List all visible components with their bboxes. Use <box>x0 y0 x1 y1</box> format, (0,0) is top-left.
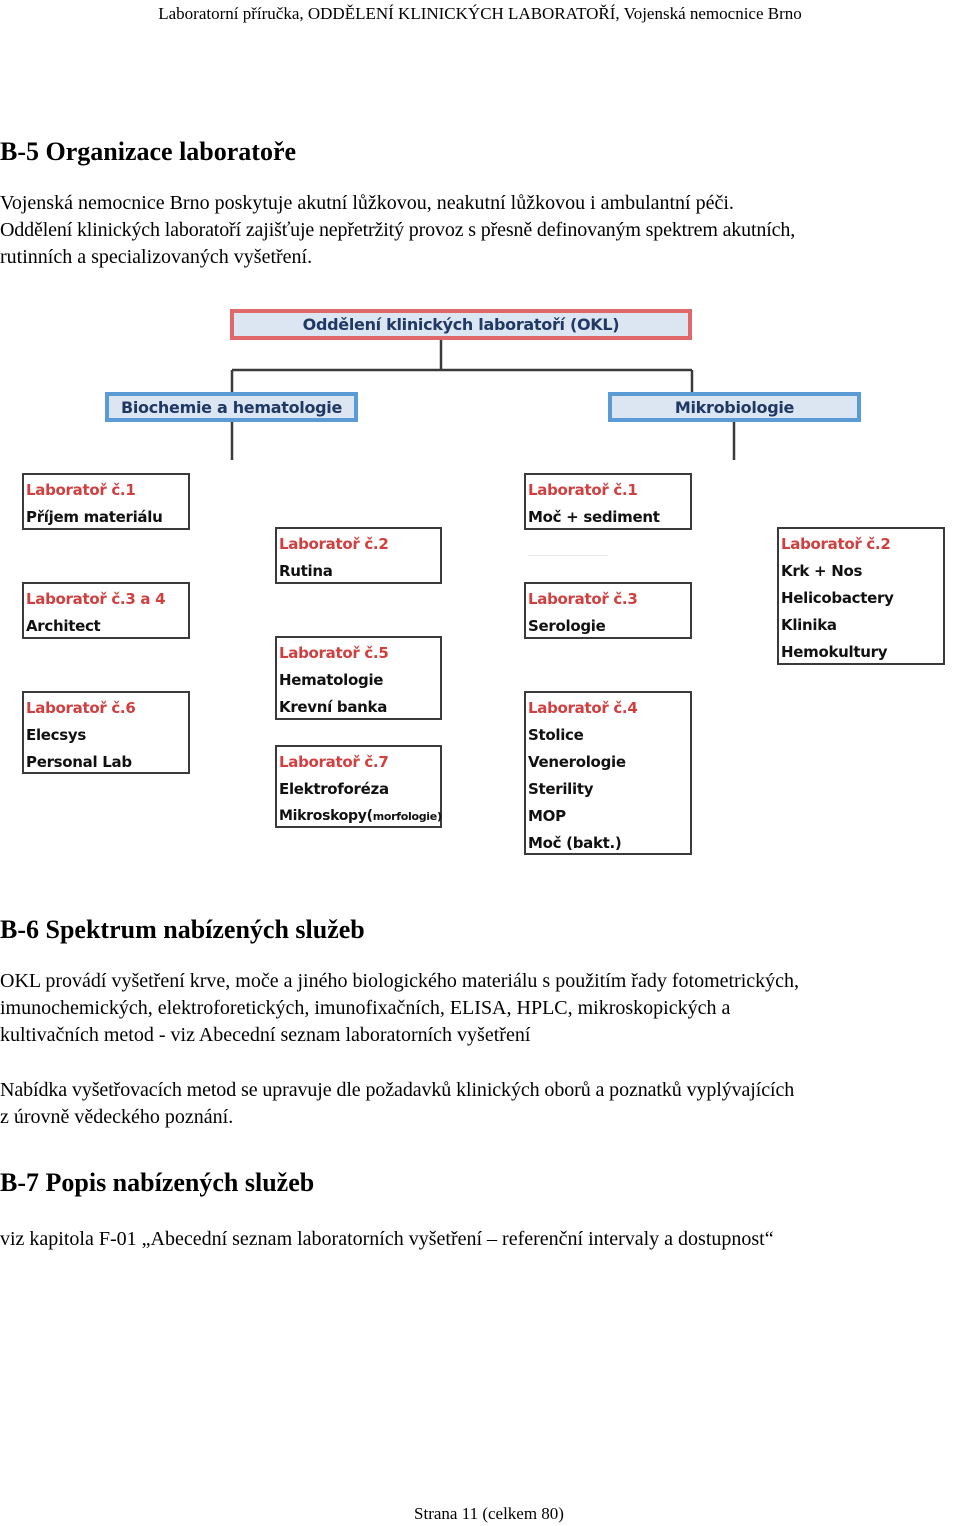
lab-item: Sterility <box>528 780 594 798</box>
lab-title: Laboratoř č.3 <box>528 590 638 608</box>
lab-item: Klinika <box>781 616 837 634</box>
org-chart <box>0 300 960 865</box>
section-b5-text <box>0 190 960 271</box>
text-line: imunochemických, elektroforetických, imunofixačních, ELISA, HPLC, mikroskopických a <box>0 997 731 1019</box>
lab-box-mb1 <box>524 473 692 530</box>
section-b6-paragraph-1 <box>0 968 960 1049</box>
lab-item: Moč + sediment <box>528 508 660 526</box>
text-line: rutinních a specializovaných vyšetření. <box>0 246 313 268</box>
lab-item: Rutina <box>279 562 333 580</box>
branch-mikrobiologie: Mikrobiologie <box>608 392 861 422</box>
section-b7-text <box>0 1226 960 1253</box>
page-header: Laboratorní příručka, ODDĚLENÍ KLINICKÝCH LABORATOŘÍ, Vojenská nemocnice Brno <box>158 4 802 23</box>
lab-item: Serologie <box>528 617 606 635</box>
lab-item: MOP <box>528 807 566 825</box>
lab-box-bh6 <box>22 691 190 774</box>
lab-title: Laboratoř č.2 <box>279 535 389 553</box>
lab-item: Architect <box>26 617 101 635</box>
lab-item: Příjem materiálu <box>26 508 163 526</box>
lab-item: Personal Lab <box>26 753 132 771</box>
lab-box-bh34 <box>22 582 190 639</box>
lab-title: Laboratoř č.1 <box>528 481 638 499</box>
lab-box-bh7 <box>275 745 442 828</box>
text-line: z úrovně vědeckého poznání. <box>0 1106 234 1128</box>
lab-item: Stolice <box>528 726 584 744</box>
lab-box-mb4 <box>524 691 692 855</box>
lab-item: Krevní banka <box>279 698 388 716</box>
lab-item: Helicobactery <box>781 589 894 607</box>
section-b6-title: B-6 Spektrum nabízených služeb <box>0 915 365 944</box>
text-line: viz kapitola F-01 „Abecední seznam laboratorních vyšetření – referenční intervaly a dostupnost“ <box>0 1228 774 1250</box>
lab-title: Laboratoř č.5 <box>279 644 389 662</box>
text-line: OKL provádí vyšetření krve, moče a jiného biologického materiálu s použitím řady fotometrických, <box>0 970 800 992</box>
faint-divider <box>528 555 608 556</box>
lab-title: Laboratoř č.6 <box>26 699 136 717</box>
lab-item: Venerologie <box>528 753 626 771</box>
text-line: kultivačních metod - viz Abecední seznam laboratorních vyšetření <box>0 1024 531 1046</box>
lab-title: Laboratoř č.4 <box>528 699 638 717</box>
lab-title: Laboratoř č.3 a 4 <box>26 590 166 608</box>
branch-biochemie-hematologie: Biochemie a hematologie <box>105 392 358 422</box>
section-b7-title: B-7 Popis nabízených služeb <box>0 1168 315 1197</box>
lab-item-mikroskopy <box>279 803 440 830</box>
lab-box-mb2 <box>777 527 945 665</box>
lab-item: Hematologie <box>279 671 384 689</box>
lab-box-bh1 <box>22 473 190 530</box>
lab-box-bh2 <box>275 527 442 584</box>
org-root-box: Oddělení klinických laboratoří (OKL) <box>230 309 692 340</box>
lab-box-bh5 <box>275 636 442 720</box>
lab-item: Elecsys <box>26 726 86 744</box>
lab-box-mb3 <box>524 582 692 639</box>
page-footer: Strana 11 (celkem 80) <box>414 1504 564 1523</box>
morfologie-label: morfologie <box>372 810 437 823</box>
text-line: Vojenská nemocnice Brno poskytuje akutní lůžkovou, neakutní lůžkovou i ambulantní péči. <box>0 192 734 214</box>
lab-item: Elektroforéza <box>279 780 389 798</box>
section-b5-title: B-5 Organizace laboratoře <box>0 137 297 166</box>
lab-item: Hemokultury <box>781 643 888 661</box>
lab-item: Moč (bakt.) <box>528 834 622 852</box>
lab-title: Laboratoř č.2 <box>781 535 891 553</box>
lab-title: Laboratoř č.7 <box>279 753 389 771</box>
mikroskopy-label: Mikroskopy( <box>279 808 373 824</box>
lab-item: Krk + Nos <box>781 562 863 580</box>
paren-close: ) <box>436 810 442 823</box>
text-line: Oddělení klinických laboratoří zajišťuje nepřetržitý provoz s přesně definovaným spektrem akutních, <box>0 219 796 241</box>
section-b6-paragraph-2 <box>0 1077 960 1131</box>
text-line: Nabídka vyšetřovacích metod se upravuje dle požadavků klinických oborů a poznatků vyplývajících <box>0 1079 795 1101</box>
lab-title: Laboratoř č.1 <box>26 481 136 499</box>
